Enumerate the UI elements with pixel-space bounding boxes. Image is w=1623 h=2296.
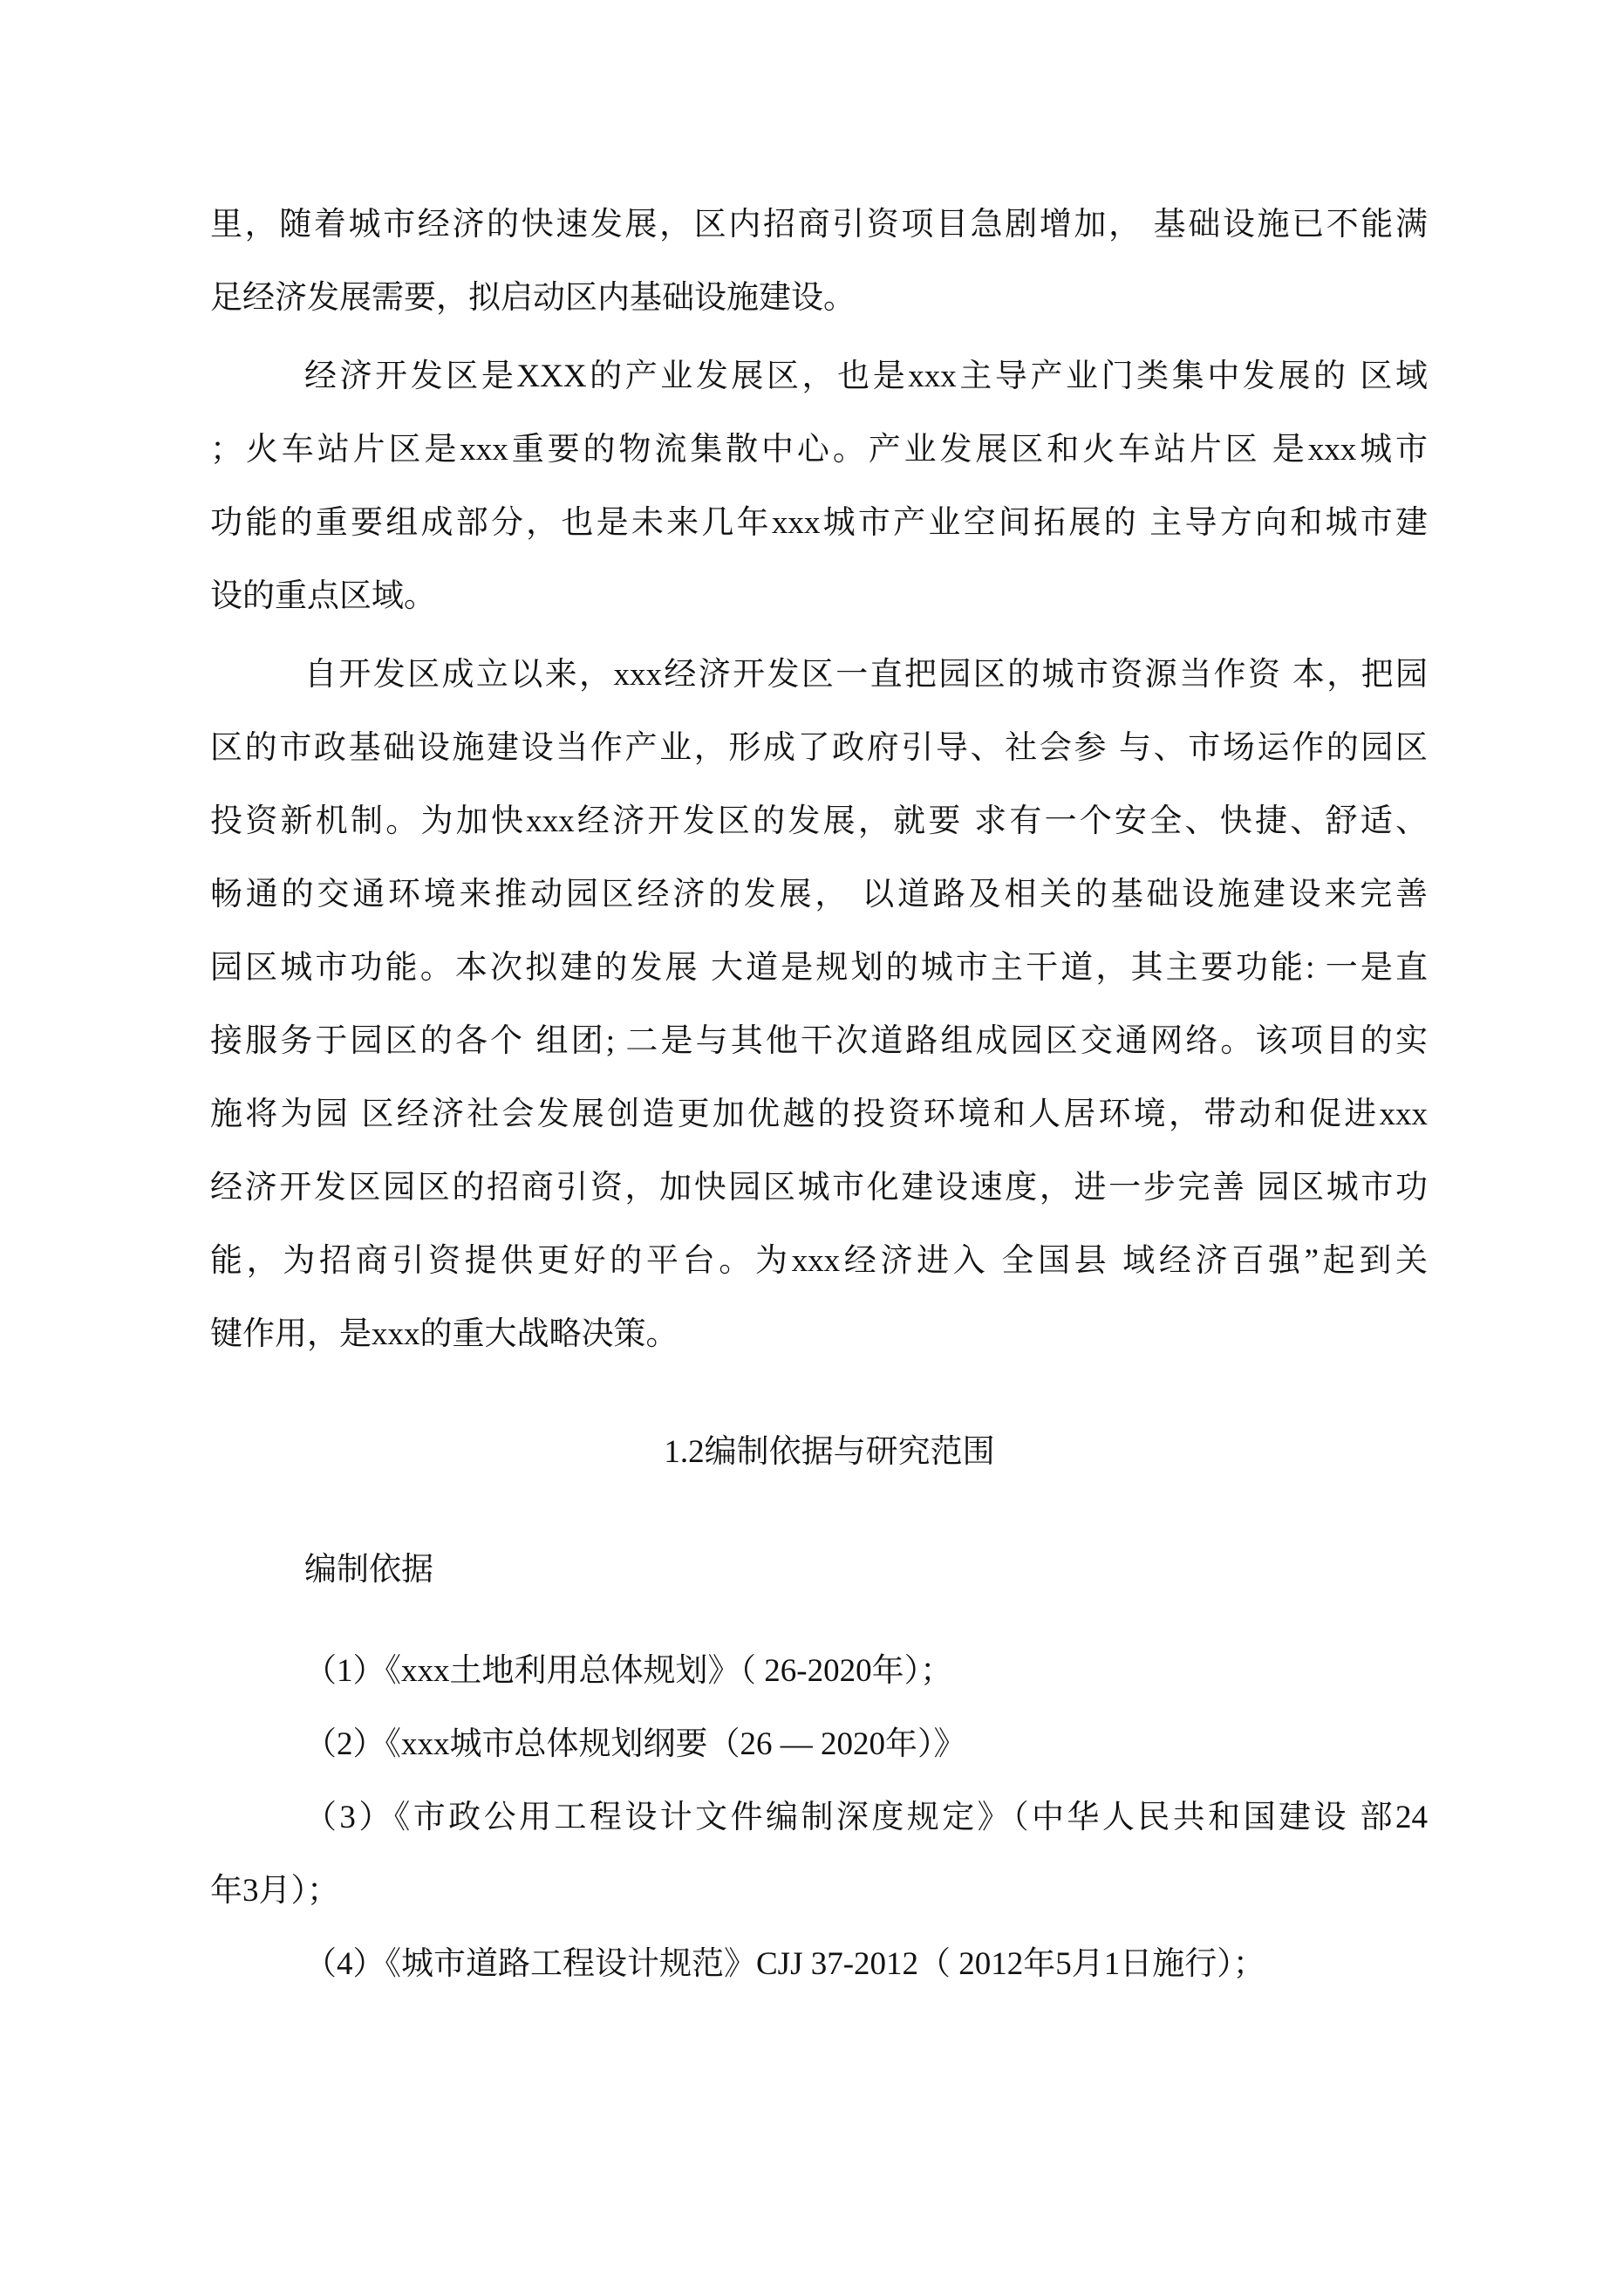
reference-list — [210, 1635, 1428, 2001]
reference-line: （1）《xxx土地利用总体规划》（ 26-2020年）； — [304, 1653, 953, 1689]
reference-line: （3）《市政公用工程设计文件编制深度规定》（中华人民共和国建设 部24 — [304, 1800, 1428, 1835]
section-heading: 1.2编制依据与研究范围 — [664, 1434, 995, 1470]
paragraph-line: 功能的重要组成部分，也是未来几年xxx城市产业空间拓展的 主导方向和城市建 — [210, 505, 1428, 541]
paragraph-line: 能，为招商引资提供更好的平台。为xxx经济进入 全国县 域经济百强”起到关 — [210, 1243, 1428, 1279]
body-paragraph — [210, 340, 1428, 633]
paragraph-line: 区的市政基础设施建设当作产业，形成了政府引导、社会参 与、市场运作的园区 — [210, 730, 1428, 766]
reference-line: 年3月）； — [210, 1873, 339, 1909]
paragraph-line: 足经济发展需要，拟启动区内基础设施建设。 — [210, 280, 856, 316]
paragraph-line: 经济开发区是XXX的产业发展区，也是xxx主导产业门类集中发展的 区域 — [304, 359, 1428, 394]
reference-item — [210, 1928, 1428, 2001]
subsection-label: 编制依据 — [304, 1552, 433, 1588]
paragraph-line: ；火车站片区是xxx重要的物流集散中心。产业发展区和火车站片区 是xxx城市 — [210, 432, 1428, 468]
paragraph-line: 畅通的交通环境来推动园区经济的发展， 以道路及相关的基础设施建设来完善 — [210, 877, 1428, 912]
body-paragraph — [210, 188, 1428, 335]
paragraph-line: 经济开发区园区的招商引资，加快园区城市化建设速度，进一步完善 园区城市功 — [210, 1170, 1428, 1206]
paragraph-line: 自开发区成立以来，xxx经济开发区一直把园区的城市资源当作资 本，把园 — [304, 657, 1428, 693]
paragraph-line: 接服务于园区的各个 组团; 二是与其他干次道路组成园区交通网络。该项目的实 — [210, 1023, 1428, 1059]
paragraph-line: 投资新机制。为加快xxx经济开发区的发展，就要 求有一个安全、快捷、舒适、 — [210, 803, 1428, 839]
body-paragraph — [210, 639, 1428, 1371]
paragraph-line: 园区城市功能。本次拟建的发展 大道是规划的城市主干道，其主要功能: 一是直 — [210, 950, 1428, 986]
paragraph-line: 设的重点区域。 — [210, 578, 436, 614]
paragraph-line: 里，随着城市经济的快速发展，区内招商引资项目急剧增加， 基础设施已不能满 — [210, 207, 1428, 243]
paragraph-line: 施将为园 区经济社会发展创造更加优越的投资环境和人居环境，带动和促进xxx — [210, 1097, 1428, 1132]
reference-line: （2）《xxx城市总体规划纲要（26 — 2020年）》 — [304, 1726, 966, 1762]
reference-item — [210, 1708, 1428, 1781]
reference-line: （4）《城市道路工程设计规范》CJJ 37-2012（ 2012年5月1日施行）； — [304, 1946, 1265, 1982]
paragraph-line: 键作用，是xxx的重大战略决策。 — [210, 1316, 679, 1352]
reference-item — [210, 1635, 1428, 1708]
reference-item — [210, 1781, 1428, 1928]
page-content — [210, 188, 1428, 2001]
